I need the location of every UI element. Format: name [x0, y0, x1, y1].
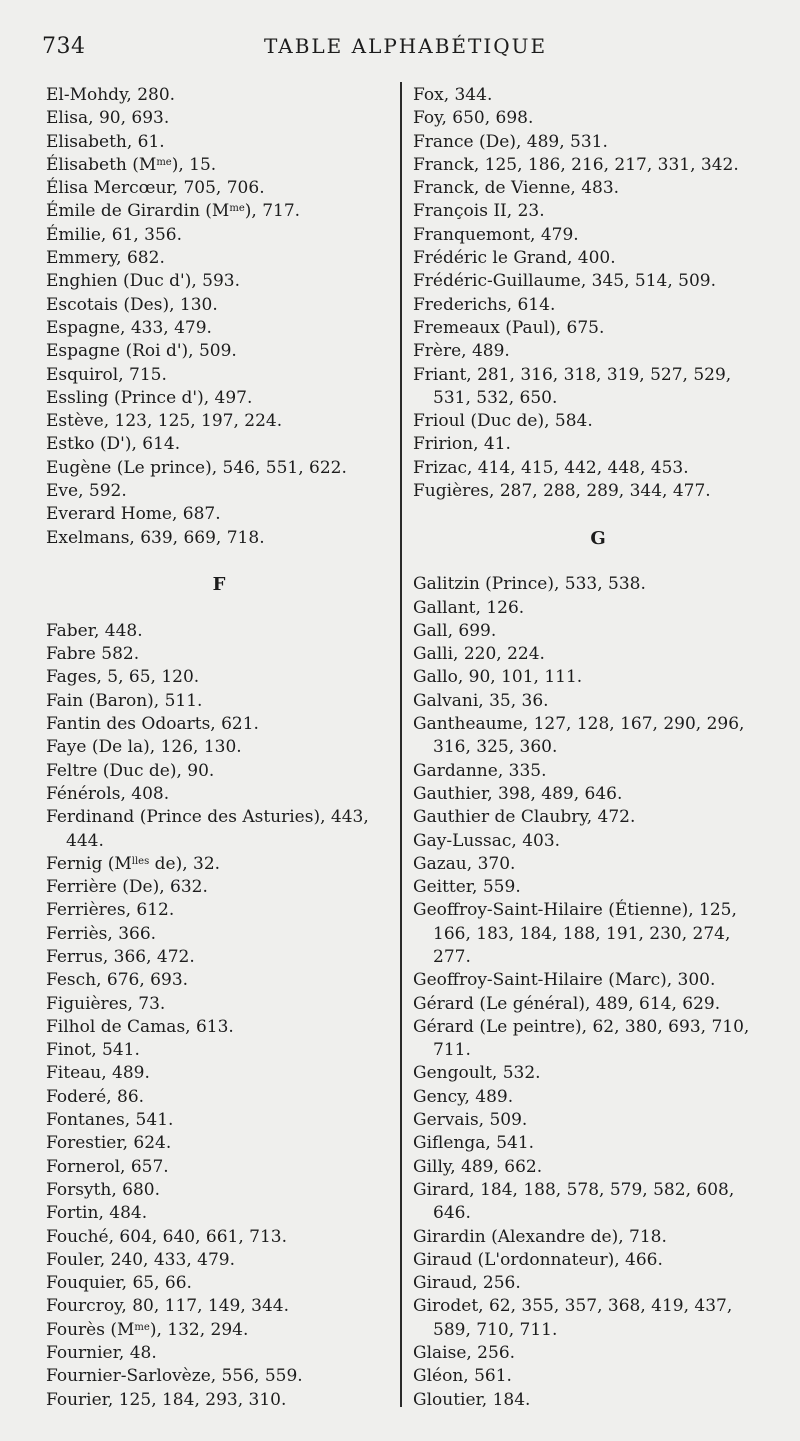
- index-entry-text: Enghien (Duc d'), 593.: [46, 271, 241, 292]
- index-entry-text: Giraud, 256.: [413, 1273, 521, 1294]
- index-entry-text: Gauthier de Claubry, 472.: [413, 807, 636, 828]
- index-entry: [413, 853, 783, 876]
- index-entry-text: Franquemont, 479.: [413, 224, 579, 245]
- index-entry: [413, 573, 783, 596]
- index-entry: [413, 876, 783, 899]
- index-entry: [413, 1086, 783, 1109]
- index-entry: [413, 84, 783, 107]
- index-entry: [46, 620, 392, 643]
- index-column-left: [46, 84, 392, 1412]
- index-entry: [413, 1295, 783, 1342]
- index-entry: [46, 876, 392, 899]
- index-entry-text: Espagne (Roi d'), 509.: [46, 341, 237, 362]
- index-entry: [46, 783, 392, 806]
- index-entry-text: Gardanne, 335.: [413, 760, 547, 781]
- index-entry: [413, 1272, 783, 1295]
- column-divider: [400, 82, 402, 1407]
- index-entry-text: Friant, 281, 316, 318, 319, 527, 529,: [413, 364, 732, 385]
- index-entry: [46, 433, 392, 456]
- index-entry-text: Fourier, 125, 184, 293, 310.: [46, 1389, 287, 1410]
- index-entry: [413, 1132, 783, 1155]
- index-entry: [413, 457, 783, 480]
- index-entry-text: Eugène (Le prince), 546, 551, 622.: [46, 457, 347, 478]
- index-entry-text: Émilie, 61, 356.: [46, 224, 182, 245]
- index-entry-text: Fontanes, 541.: [46, 1110, 174, 1131]
- index-entry-text: François II, 23.: [413, 201, 545, 222]
- index-entry: [46, 1226, 392, 1249]
- index-entry-text: Franck, de Vienne, 483.: [413, 178, 620, 199]
- index-entry-text: Fesch, 676, 693.: [46, 970, 189, 991]
- index-entry-continuation: 166, 183, 184, 188, 191, 230, 274,: [433, 923, 731, 944]
- index-entry-text: Élisabeth $(M^{me})$, 15.: [46, 154, 217, 175]
- index-entry: [413, 969, 783, 992]
- index-entry-text: Escotais (Des), 130.: [46, 294, 218, 315]
- index-entry-text: Feltre (Duc de), 90.: [46, 760, 215, 781]
- index-entry: [413, 806, 783, 829]
- index-entry-text: Ferrus, 366, 472.: [46, 946, 195, 967]
- index-entry-text: Geoffroy-Saint-Hilaire (Étienne), 125,: [413, 900, 737, 921]
- index-entry: [46, 270, 392, 293]
- page-number: 734: [42, 34, 86, 59]
- index-entry-text: Ferdinand (Prince des Asturies), 443,: [46, 807, 369, 828]
- index-entry: [46, 1272, 392, 1295]
- index-entry-text: Faye (De la), 126, 130.: [46, 737, 242, 758]
- index-entry-continuation: 711.: [433, 1040, 471, 1061]
- index-entry-continuation: 589, 710, 711.: [433, 1319, 558, 1340]
- index-entry: [413, 247, 783, 270]
- index-entry-text: Fabre 582.: [46, 644, 140, 665]
- index-entry-text: Foderé, 86.: [46, 1086, 145, 1107]
- index-entry-text: Gengoult, 532.: [413, 1063, 541, 1084]
- index-entry: [46, 1132, 392, 1155]
- index-entry-text: Fouler, 240, 433, 479.: [46, 1249, 235, 1270]
- index-entry-text: Elisa, 90, 693.: [46, 108, 170, 129]
- index-entry-text: Frédéric-Guillaume, 345, 514, 509.: [413, 271, 717, 292]
- index-entry: [46, 1249, 392, 1272]
- index-entry-text: Franck, 125, 186, 216, 217, 331, 342.: [413, 154, 739, 175]
- index-entry-text: Gervais, 509.: [413, 1110, 528, 1131]
- index-entry-text: Fiteau, 489.: [46, 1063, 150, 1084]
- index-entry-text: Geoffroy-Saint-Hilaire (Marc), 300.: [413, 970, 716, 991]
- index-entry-text: Galvani, 35, 36.: [413, 690, 549, 711]
- index-entry-continuation: 444.: [66, 830, 104, 851]
- index-entry: [46, 993, 392, 1016]
- index-entry: [413, 1016, 783, 1063]
- index-entry: [46, 1365, 392, 1388]
- index-entry-text: Fremeaux (Paul), 675.: [413, 317, 605, 338]
- index-entry-text: Fages, 5, 65, 120.: [46, 667, 200, 688]
- index-entry-text: Fouquier, 65, 66.: [46, 1273, 192, 1294]
- index-entry: [46, 760, 392, 783]
- index-entry: [413, 433, 783, 456]
- index-entry: [46, 666, 392, 689]
- index-entry-text: Galitzin (Prince), 533, 538.: [413, 574, 646, 595]
- index-entry: [413, 410, 783, 433]
- index-entry: [46, 1086, 392, 1109]
- index-entry-text: Gilly, 489, 662.: [413, 1156, 543, 1177]
- index-entry: [46, 690, 392, 713]
- index-entry-text: Fugières, 287, 288, 289, 344, 477.: [413, 481, 711, 502]
- index-entry-text: Exelmans, 639, 669, 718.: [46, 527, 265, 548]
- index-entry-text: Fernig ($M^{lles}$ de), 32.: [46, 853, 221, 874]
- section-gap: [46, 550, 392, 573]
- index-entry: [413, 480, 783, 503]
- index-entry: [413, 1389, 783, 1412]
- index-entry-text: Everard Home, 687.: [46, 504, 221, 525]
- index-entry: [46, 1342, 392, 1365]
- running-title: TABLE ALPHABÉTIQUE: [264, 34, 548, 58]
- index-entry: [46, 1202, 392, 1225]
- index-entry: [413, 1249, 783, 1272]
- index-entry-text: Giraud (L'ordonnateur), 466.: [413, 1249, 663, 1270]
- index-entry-continuation: 277.: [433, 946, 471, 967]
- index-entry: [46, 364, 392, 387]
- index-entry: [46, 177, 392, 200]
- index-entry: [46, 946, 392, 969]
- index-entry-text: Fain (Baron), 511.: [46, 690, 203, 711]
- section-gap: [413, 503, 783, 526]
- index-entry: [413, 690, 783, 713]
- index-entry-text: Élisa Mercœur, 705, 706.: [46, 178, 265, 199]
- index-entry-text: Giflenga, 541.: [413, 1133, 535, 1154]
- index-entry-text: Ferriès, 366.: [46, 923, 157, 944]
- index-entry-text: Girardin (Alexandre de), 718.: [413, 1226, 667, 1247]
- page-header: [0, 30, 800, 64]
- index-entry: [413, 131, 783, 154]
- index-entry-continuation: 316, 325, 360.: [433, 737, 558, 758]
- index-entry: [46, 294, 392, 317]
- index-entry: [46, 200, 392, 223]
- index-entry: [46, 806, 392, 853]
- index-entry-continuation: 646.: [433, 1203, 471, 1224]
- index-entry: [413, 666, 783, 689]
- index-entry: [413, 154, 783, 177]
- index-entry: [413, 317, 783, 340]
- index-entry: [413, 200, 783, 223]
- index-entry-text: Fourcroy, 80, 117, 149, 344.: [46, 1296, 290, 1317]
- index-entry-text: Ferrières, 612.: [46, 900, 175, 921]
- index-entry-text: Gérard (Le peintre), 62, 380, 693, 710,: [413, 1016, 750, 1037]
- index-entry: [46, 736, 392, 759]
- index-entry-text: Fririon, 41.: [413, 434, 511, 455]
- index-entry: [46, 131, 392, 154]
- index-entry-text: Elisabeth, 61.: [46, 131, 165, 152]
- index-entry: [46, 107, 392, 130]
- index-entry-text: Gay-Lussac, 403.: [413, 830, 561, 851]
- index-entry-text: Essling (Prince d'), 497.: [46, 387, 253, 408]
- index-entry-text: Eve, 592.: [46, 481, 127, 502]
- index-entry: [413, 224, 783, 247]
- index-entry: [413, 107, 783, 130]
- index-entry: [46, 1156, 392, 1179]
- index-entry: [46, 1109, 392, 1132]
- index-entry-text: Girard, 184, 188, 578, 579, 582, 608,: [413, 1179, 735, 1200]
- index-entry-text: Filhol de Camas, 613.: [46, 1016, 234, 1037]
- index-entry: [46, 1319, 392, 1342]
- index-entry: [413, 1062, 783, 1085]
- index-entry: [46, 713, 392, 736]
- index-entry: [46, 340, 392, 363]
- section-letter-heading: F: [212, 574, 226, 596]
- index-entry-text: El-Mohdy, 280.: [46, 85, 176, 105]
- index-entry-text: Gloutier, 184.: [413, 1389, 531, 1410]
- index-entry-text: Fournier-Sarlovèze, 556, 559.: [46, 1366, 303, 1387]
- index-entry: [46, 410, 392, 433]
- index-entry-text: Glaise, 256.: [413, 1343, 516, 1364]
- index-entry: [46, 643, 392, 666]
- index-entry-text: Fox, 344.: [413, 85, 493, 105]
- index-entry-text: Faber, 448.: [46, 620, 143, 641]
- index-entry-text: Gazau, 370.: [413, 853, 516, 874]
- index-entry: [413, 713, 783, 760]
- index-entry-text: Forsyth, 680.: [46, 1179, 160, 1200]
- index-entry-text: Emmery, 682.: [46, 248, 165, 269]
- index-entry-text: Finot, 541.: [46, 1040, 140, 1061]
- index-entry: [413, 1109, 783, 1132]
- index-entry-text: Estko (D'), 614.: [46, 434, 181, 455]
- index-entry: [413, 1365, 783, 1388]
- index-entry: [413, 830, 783, 853]
- index-entry: [413, 899, 783, 969]
- index-entry: [413, 760, 783, 783]
- index-entry-continuation: 531, 532, 650.: [433, 387, 558, 408]
- section-gap: [413, 550, 783, 573]
- index-entry: [46, 317, 392, 340]
- index-entry: [413, 620, 783, 643]
- index-entry-text: Gency, 489.: [413, 1086, 514, 1107]
- index-entry-text: Espagne, 433, 479.: [46, 317, 212, 338]
- index-entry: [413, 294, 783, 317]
- index-entry: [46, 853, 392, 876]
- index-entry-text: Frère, 489.: [413, 341, 510, 362]
- index-entry: [413, 597, 783, 620]
- index-entry: [46, 1389, 392, 1412]
- index-entry: [413, 993, 783, 1016]
- index-entry: [413, 1226, 783, 1249]
- index-entry: [413, 1179, 783, 1226]
- index-entry-text: Fénérols, 408.: [46, 783, 170, 804]
- index-entry-text: Figuières, 73.: [46, 993, 166, 1014]
- index-entry-text: Gauthier, 398, 489, 646.: [413, 783, 623, 804]
- index-entry: [413, 783, 783, 806]
- index-entry: [46, 899, 392, 922]
- index-entry-text: Fournier, 48.: [46, 1343, 157, 1364]
- index-entry: [46, 1016, 392, 1039]
- index-entry-text: Frédéric le Grand, 400.: [413, 248, 616, 269]
- index-entry: [46, 503, 392, 526]
- index-entry: [46, 1179, 392, 1202]
- index-entry-text: Gérard (Le général), 489, 614, 629.: [413, 993, 721, 1014]
- index-entry: [46, 457, 392, 480]
- index-entry: [46, 1039, 392, 1062]
- index-entry: [46, 247, 392, 270]
- index-entry: [46, 154, 392, 177]
- index-entry-text: Frizac, 414, 415, 442, 448, 453.: [413, 457, 689, 478]
- index-entry-text: Gallo, 90, 101, 111.: [413, 667, 583, 688]
- index-entry: [413, 340, 783, 363]
- index-entry-text: Gallant, 126.: [413, 597, 525, 618]
- index-entry-text: Fantin des Odoarts, 621.: [46, 714, 259, 735]
- index-entry: [413, 1342, 783, 1365]
- index-entry: [46, 387, 392, 410]
- index-entry-text: Frederichs, 614.: [413, 294, 556, 315]
- index-entry: [413, 364, 783, 411]
- index-entry-text: Gantheaume, 127, 128, 167, 290, 296,: [413, 714, 745, 735]
- index-entry-text: Forestier, 624.: [46, 1133, 172, 1154]
- index-entry: [46, 969, 392, 992]
- index-entry: [413, 1156, 783, 1179]
- index-entry: [413, 177, 783, 200]
- index-entry: [46, 527, 392, 550]
- section-gap: [46, 597, 392, 620]
- index-entry: [46, 84, 392, 107]
- index-entry: [46, 1062, 392, 1085]
- index-entry: [46, 923, 392, 946]
- index-entry-text: Gall, 699.: [413, 620, 497, 641]
- index-entry-text: Fouché, 604, 640, 661, 713.: [46, 1226, 288, 1247]
- index-entry: [46, 480, 392, 503]
- index-column-right: [413, 84, 783, 1412]
- index-entry-text: France (De), 489, 531.: [413, 131, 608, 152]
- index-entry-text: Gléon, 561.: [413, 1366, 512, 1387]
- index-entry: [413, 643, 783, 666]
- index-entry-text: Foy, 650, 698.: [413, 108, 534, 129]
- index-entry-text: Girodet, 62, 355, 357, 368, 419, 437,: [413, 1296, 733, 1317]
- index-entry-text: Fornerol, 657.: [46, 1156, 169, 1177]
- index-entry-text: Fourès $(M^{me})$, 132, 294.: [46, 1319, 249, 1340]
- index-entry-text: Geitter, 559.: [413, 877, 521, 898]
- index-entry-text: Ferrière (De), 632.: [46, 877, 208, 898]
- index-entry-text: Émile de Girardin $(M^{me})$, 717.: [46, 201, 301, 222]
- index-entry-text: Frioul (Duc de), 584.: [413, 411, 593, 432]
- index-entry-text: Esquirol, 715.: [46, 364, 167, 385]
- index-entry: [46, 224, 392, 247]
- index-entry-text: Galli, 220, 224.: [413, 644, 545, 665]
- index-entry: [413, 270, 783, 293]
- index-entry-text: Fortin, 484.: [46, 1203, 148, 1224]
- index-entry: [46, 1295, 392, 1318]
- index-entry-text: Estève, 123, 125, 197, 224.: [46, 411, 283, 432]
- section-letter-heading: G: [590, 527, 606, 549]
